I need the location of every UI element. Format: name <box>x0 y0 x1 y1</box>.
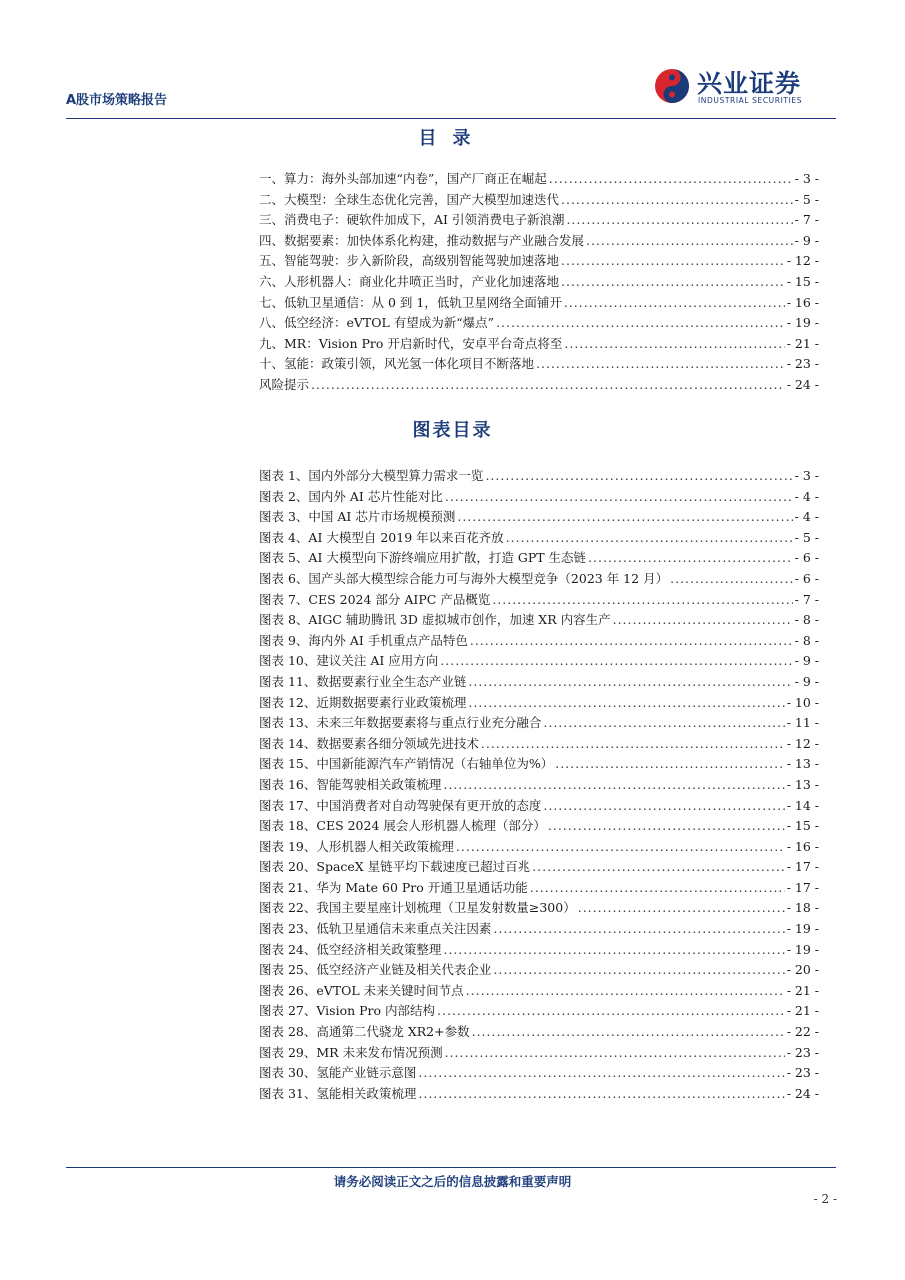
figure-entry-title: 图表 7、CES 2024 部分 AIPC 产品概览 <box>259 591 491 607</box>
figure-entry-page: - 6 - <box>794 570 819 586</box>
toc-entry[interactable] <box>259 251 819 272</box>
figure-entry-page: - 5 - <box>794 529 819 545</box>
figure-entry-title: 图表 4、AI 大模型自 2019 年以来百花齐放 <box>259 529 504 545</box>
figure-entry[interactable] <box>259 590 819 611</box>
figure-entry[interactable] <box>259 487 819 508</box>
figure-entry[interactable] <box>259 466 819 487</box>
dot-leader <box>457 509 792 524</box>
figure-entry-page: - 22 - <box>786 1024 819 1040</box>
figure-entry-page: - 24 - <box>786 1085 819 1101</box>
dot-leader <box>492 592 792 607</box>
page-number: - 2 - <box>813 1192 837 1206</box>
toc-entry[interactable] <box>259 272 819 293</box>
dot-leader <box>493 962 784 977</box>
figure-entry[interactable] <box>259 548 819 569</box>
dot-leader <box>564 295 785 310</box>
figure-entry[interactable] <box>259 940 819 961</box>
figure-entry-page: - 13 - <box>786 776 819 792</box>
figure-entry-page: - 7 - <box>794 591 819 607</box>
toc-title: 目录 <box>418 128 487 149</box>
figure-entry-title: 图表 27、Vision Pro 内部结构 <box>259 1003 436 1019</box>
toc-entry-title: 九、MR：Vision Pro 开启新时代，安卓平台奇点将至 <box>259 335 563 351</box>
figure-entry-title: 图表 9、海内外 AI 手机重点产品特色 <box>259 632 468 648</box>
dot-leader <box>311 377 785 392</box>
dot-leader <box>472 1024 785 1039</box>
figure-entry-title: 图表 26、eVTOL 未来关键时间节点 <box>259 982 464 998</box>
figure-entry[interactable] <box>259 1001 819 1022</box>
toc-entry[interactable] <box>259 334 819 355</box>
figure-entry-page: - 9 - <box>794 673 819 689</box>
figure-entry-title: 图表 25、低空经济产业链及相关代表企业 <box>259 962 492 978</box>
figure-entry-page: - 14 - <box>786 797 819 813</box>
figure-entry[interactable] <box>259 1084 819 1105</box>
toc-entry-title: 风险提示 <box>259 376 310 392</box>
dot-leader <box>536 356 785 371</box>
dot-leader <box>418 1086 784 1101</box>
figure-entry[interactable] <box>259 981 819 1002</box>
industrial-securities-logo-icon <box>653 67 691 105</box>
figure-entry-page: - 3 - <box>794 468 819 483</box>
dot-leader <box>543 798 784 813</box>
dot-leader <box>561 192 793 207</box>
toc-entry-page: - 24 - <box>786 376 819 392</box>
figure-entry[interactable] <box>259 1043 819 1064</box>
figure-entry-page: - 21 - <box>786 1003 819 1019</box>
dot-leader <box>466 983 785 998</box>
dot-leader <box>485 468 792 483</box>
figure-entry-title: 图表 30、氢能产业链示意图 <box>259 1065 417 1081</box>
figure-entry-page: - 13 - <box>786 756 819 772</box>
figure-entry-page: - 10 - <box>786 694 819 710</box>
figure-entry-page: - 23 - <box>786 1044 819 1060</box>
figure-entry-title: 图表 31、氢能相关政策梳理 <box>259 1085 417 1101</box>
figure-entry-title: 图表 20、SpaceX 星链平均下载速度已超过百兆 <box>259 859 531 875</box>
figure-entry-page: - 19 - <box>786 941 819 957</box>
toc-entry-title: 六、人形机器人：商业化井喷正当时，产业化加速落地 <box>259 273 560 289</box>
figure-entry-title: 图表 1、国内外部分大模型算力需求一览 <box>259 468 484 483</box>
dot-leader <box>506 530 793 545</box>
dot-leader <box>496 315 785 330</box>
figure-entry[interactable] <box>259 734 819 755</box>
dot-leader <box>555 756 784 771</box>
figure-entry-title: 图表 10、建议关注 AI 应用方向 <box>259 653 439 669</box>
toc-entry[interactable] <box>259 190 819 211</box>
figure-entry[interactable] <box>259 775 819 796</box>
figure-entry-title: 图表 19、人形机器人相关政策梳理 <box>259 838 454 854</box>
dot-leader <box>532 859 785 874</box>
figure-entry-title: 图表 22、我国主要星座计划梳理（卫星发射数量≥300） <box>259 900 576 916</box>
toc-entry[interactable] <box>259 313 819 334</box>
dot-leader <box>543 715 784 730</box>
figure-entry-title: 图表 3、中国 AI 芯片市场规模预测 <box>259 509 456 525</box>
company-logo <box>653 64 843 110</box>
figure-entry-page: - 8 - <box>794 612 819 628</box>
dot-leader <box>470 633 793 648</box>
figure-list <box>259 466 819 1104</box>
dot-leader <box>670 571 793 586</box>
figure-entry[interactable] <box>259 672 819 693</box>
dot-leader <box>530 880 785 895</box>
dot-leader <box>588 550 793 565</box>
toc-entry-title: 一、算力：海外头部加速“内卷”，国产厂商正在崛起 <box>259 171 547 186</box>
toc-entry-title: 三、消费电子：硬软件加成下，AI 引领消费电子新浪潮 <box>259 212 565 228</box>
dot-leader <box>549 171 793 186</box>
figure-entry-title: 图表 21、华为 Mate 60 Pro 开通卫星通话功能 <box>259 879 528 895</box>
figure-entry-title: 图表 14、数据要素各细分领域先进技术 <box>259 735 479 751</box>
dot-leader <box>561 253 785 268</box>
dot-leader <box>443 777 784 792</box>
figure-entry[interactable] <box>259 1022 819 1043</box>
figure-entry-page: - 9 - <box>794 653 819 669</box>
figure-entry-page: - 16 - <box>786 838 819 854</box>
toc-entry-page: - 5 - <box>794 191 819 207</box>
figure-entry[interactable] <box>259 898 819 919</box>
toc-entry-page: - 9 - <box>794 232 819 248</box>
figure-entry-title: 图表 15、中国新能源汽车产销情况（右轴单位为%） <box>259 756 554 772</box>
figure-entry-page: - 15 - <box>786 818 819 834</box>
toc-entry-title: 五、智能驾驶：步入新阶段，高级别智能驾驶加速落地 <box>259 253 560 269</box>
figure-entry-title: 图表 23、低轨卫星通信未来重点关注因素 <box>259 921 492 937</box>
figure-entry[interactable] <box>259 693 819 714</box>
figure-entry-title: 图表 24、低空经济相关政策整理 <box>259 941 442 957</box>
dot-leader <box>445 1045 785 1060</box>
figure-entry[interactable] <box>259 610 819 631</box>
dot-leader <box>613 612 793 627</box>
report-type-label: A股市场策略报告 <box>66 93 168 108</box>
footer-divider <box>66 1167 836 1168</box>
dot-leader <box>493 921 784 936</box>
toc-entry-page: - 7 - <box>794 212 819 228</box>
figure-entry-page: - 17 - <box>786 859 819 875</box>
figure-entry[interactable] <box>259 569 819 590</box>
dot-leader <box>437 1003 785 1018</box>
toc-entry-title: 十、氢能：政策引领，风光氢一体化项目不断落地 <box>259 356 535 372</box>
figure-entry-page: - 23 - <box>786 1065 819 1081</box>
figure-entry[interactable] <box>259 631 819 652</box>
dot-leader <box>578 900 785 915</box>
figure-entry-page: - 12 - <box>786 735 819 751</box>
toc-entry-title: 四、数据要素：加快体系化构建，推动数据与产业融合发展 <box>259 232 585 248</box>
dot-leader <box>468 695 784 710</box>
figure-entry[interactable] <box>259 713 819 734</box>
figure-entry-title: 图表 8、AIGC 辅助腾讯 3D 虚拟城市创作，加速 XR 内容生产 <box>259 612 611 628</box>
figure-entry-page: - 19 - <box>786 921 819 937</box>
toc-entry-page: - 12 - <box>786 253 819 269</box>
figure-entry-title: 图表 16、智能驾驶相关政策梳理 <box>259 776 442 792</box>
toc-entry-page: - 19 - <box>786 315 819 331</box>
dot-leader <box>564 336 784 351</box>
dot-leader <box>440 653 792 668</box>
toc-entry[interactable] <box>259 354 819 375</box>
figure-entry[interactable] <box>259 528 819 549</box>
figure-entry-page: - 20 - <box>786 962 819 978</box>
toc-list <box>259 169 819 396</box>
toc-entry-page: - 21 - <box>786 335 819 351</box>
figure-entry-title: 图表 18、CES 2024 展会人形机器人梳理（部分） <box>259 818 546 834</box>
toc-entry[interactable] <box>259 231 819 252</box>
figure-entry-title: 图表 29、MR 未来发布情况预测 <box>259 1044 443 1060</box>
figure-entry-title: 图表 11、数据要素行业全生态产业链 <box>259 673 467 689</box>
toc-entry[interactable] <box>259 210 819 231</box>
figure-entry-page: - 18 - <box>786 900 819 916</box>
figure-entry-page: - 4 - <box>794 488 819 504</box>
toc-entry[interactable] <box>259 375 819 396</box>
figure-entry-page: - 11 - <box>786 715 819 731</box>
toc-entry-title: 七、低轨卫星通信：从 0 到 1，低轨卫星网络全面铺开 <box>259 294 562 310</box>
toc-entry-page: - 16 - <box>786 294 819 310</box>
logo-english-name: INDUSTRIAL SECURITIES <box>698 96 803 105</box>
toc-entry-title: 二、大模型：全球生态优化完善，国产大模型加速迭代 <box>259 191 560 207</box>
figure-entry-page: - 6 - <box>794 550 819 566</box>
dot-leader <box>548 818 785 833</box>
figure-entry[interactable] <box>259 960 819 981</box>
figure-entry-title: 图表 13、未来三年数据要素将与重点行业充分融合 <box>259 715 542 731</box>
figure-entry[interactable] <box>259 857 819 878</box>
figure-entry[interactable] <box>259 837 819 858</box>
dot-leader <box>468 674 792 689</box>
header-divider <box>66 118 836 119</box>
dot-leader <box>586 233 793 248</box>
figure-entry[interactable] <box>259 796 819 817</box>
toc-entry-page: - 15 - <box>786 273 819 289</box>
figure-list-title: 图表目录 <box>412 420 493 441</box>
disclaimer-note: 请务必阅读正文之后的信息披露和重要声明 <box>333 1174 572 1189</box>
figure-entry[interactable] <box>259 507 819 528</box>
toc-entry[interactable] <box>259 169 819 190</box>
toc-entry-page: - 3 - <box>794 171 819 186</box>
figure-entry[interactable] <box>259 754 819 775</box>
figure-entry[interactable] <box>259 816 819 837</box>
dot-leader <box>418 1065 784 1080</box>
figure-entry-page: - 8 - <box>794 632 819 648</box>
toc-entry-title: 八、低空经济：eVTOL 有望成为新“爆点” <box>259 315 495 331</box>
figure-entry[interactable] <box>259 651 819 672</box>
figure-entry-title: 图表 6、国产头部大模型综合能力可与海外大模型竞争（2023 年 12 月） <box>259 570 669 586</box>
dot-leader <box>566 212 792 227</box>
dot-leader <box>443 942 784 957</box>
figure-entry-title: 图表 28、高通第二代骁龙 XR2+参数 <box>259 1024 470 1040</box>
dot-leader <box>445 489 793 504</box>
toc-entry-page: - 23 - <box>786 356 819 372</box>
figure-entry-page: - 21 - <box>786 982 819 998</box>
figure-entry-title: 图表 2、国内外 AI 芯片性能对比 <box>259 488 443 504</box>
figure-entry-title: 图表 5、AI 大模型向下游终端应用扩散，打造 GPT 生态链 <box>259 550 587 566</box>
figure-entry-title: 图表 17、中国消费者对自动驾驶保有更开放的态度 <box>259 797 542 813</box>
dot-leader <box>456 839 785 854</box>
dot-leader <box>481 736 785 751</box>
toc-entry[interactable] <box>259 293 819 314</box>
figure-entry-title: 图表 12、近期数据要素行业政策梳理 <box>259 694 467 710</box>
figure-entry-page: - 17 - <box>786 879 819 895</box>
figure-entry[interactable] <box>259 919 819 940</box>
dot-leader <box>561 274 785 289</box>
figure-entry-page: - 4 - <box>794 509 819 525</box>
figure-entry[interactable] <box>259 878 819 899</box>
figure-entry[interactable] <box>259 1063 819 1084</box>
logo-chinese-name: 兴业证券 <box>697 69 802 98</box>
